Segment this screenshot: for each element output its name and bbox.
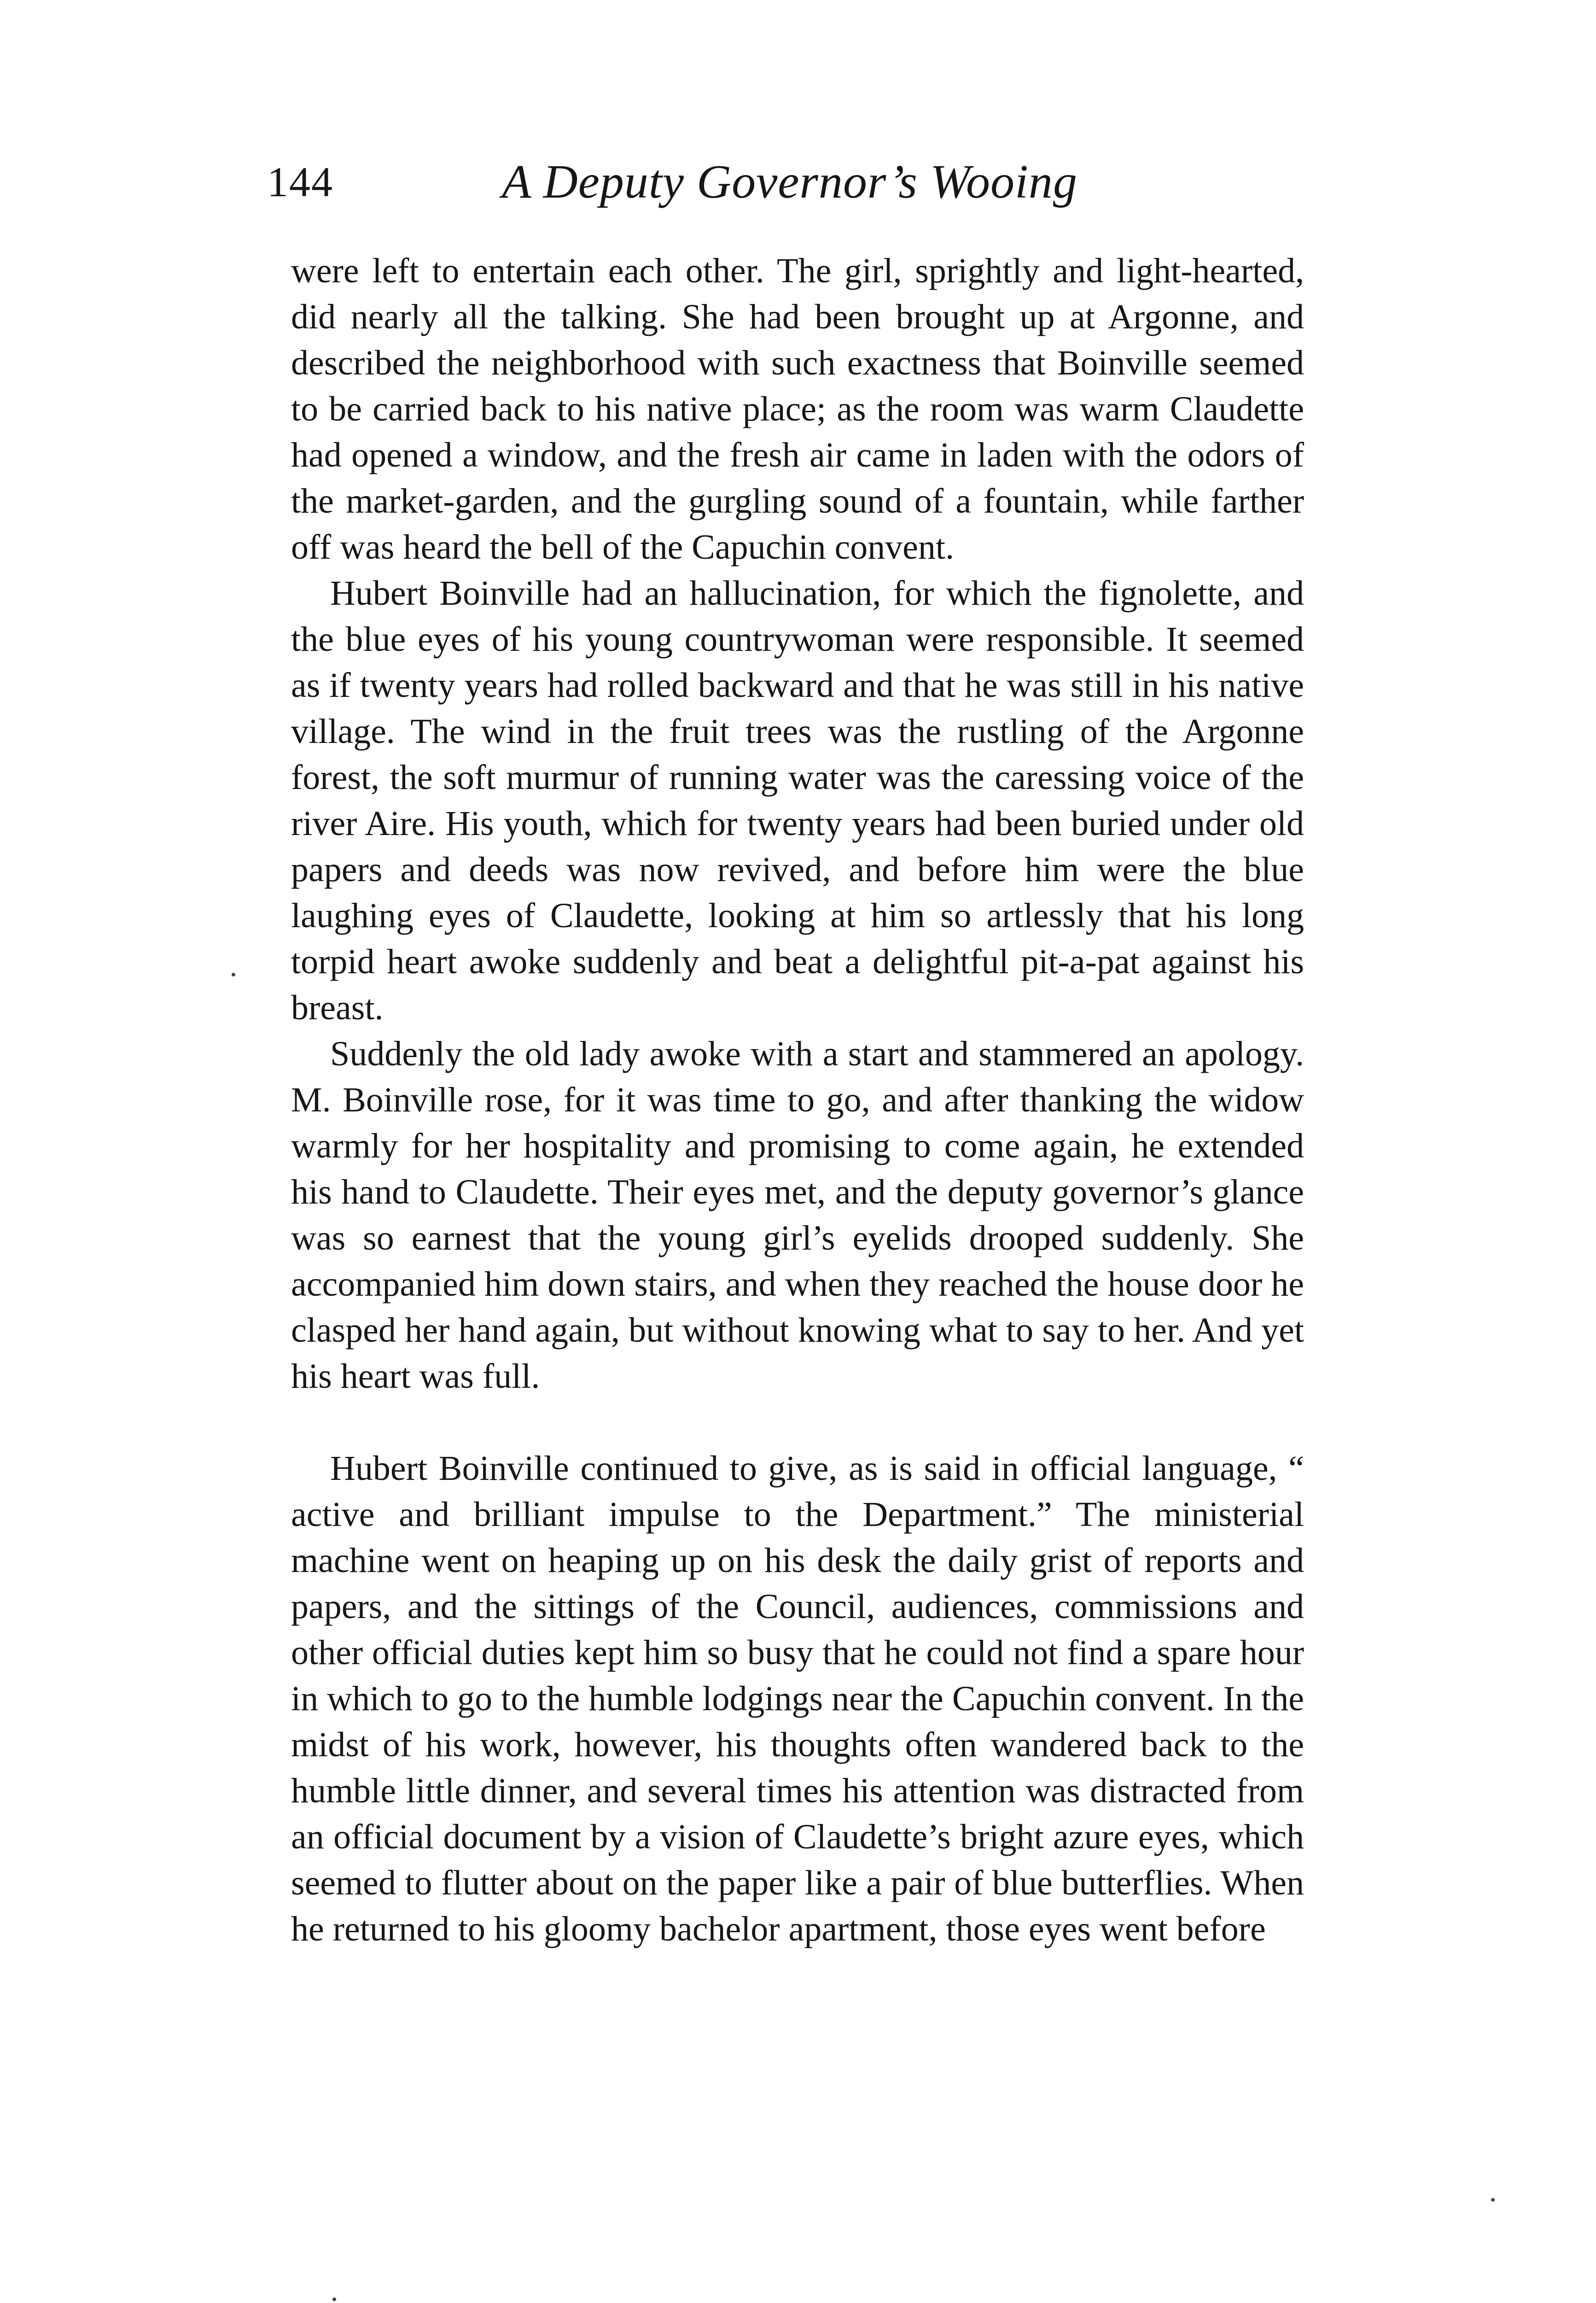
paragraph-4: Hubert Boinville continued to give, as is said in official language, “ active and brilliant impulse to the Department.” The ministerial machine went on heaping up on his desk the daily grist of reports and papers, and the sittings of the Council, audiences, commissions and other official duties kept him so busy that he could not find a spare hour in which to go to the humble lodgings near the Capuchin convent. In the midst of his work, however, his thoughts often wandered back to the humble little dinner, and several times his attention was distracted from an official document by a vision of Claudette’s bright azure eyes, which seemed to flutter about on the paper like a pair of blue butterflies. When he returned to his gloomy bachelor apartment, those eyes went before (291, 1449, 1304, 1948)
section-break (291, 1399, 1304, 1445)
running-head (0, 152, 1596, 212)
paragraph-3: Suddenly the old lady awoke with a start and stammered an apology. M. Boinville rose, for it was time to go, and after thanking the widow warmly for her hospitality and promising to come again, he extended his hand to Claudette. Their eyes met, and the deputy governor’s glance was so earnest that the young girl’s eyelids drooped suddenly. She accompanied him down stairs, and when they reached the house door he clasped her hand again, but without knowing what to say to her. And yet his heart was full. (291, 1035, 1304, 1396)
book-title: A Deputy Governor’s Wooing (502, 155, 1078, 208)
paragraph-2: Hubert Boinville had an hallucination, for which the fignolette, and the blue eyes of his young countrywoman were responsible. It seemed as if twenty years had rolled backward and that he was still in his native village. The wind in the fruit trees was the rustling of the Argonne forest, the soft murmur of running water was the caressing voice of the river Aire. His youth, which for twenty years had been buried under old papers and deeds was now revived, and before him were the blue laughing eyes of Claudette, looking at him so artlessly that his long torpid heart awoke suddenly and beat a delightful pit-a-pat against his breast. (291, 574, 1304, 1027)
body-text (291, 248, 1304, 1952)
stray-mark (232, 973, 235, 976)
paragraph-1: were left to entertain each other. The girl, sprightly and light-hearted, did nearly all the talking. She had been brought up at Argonne, and described the neighborhood with such exactness that Boinville seemed to be carried back to his native place; as the room was warm Claudette had opened a window, and the fresh air came in laden with the odors of the market-garden, and the gurgling sound of a fountain, while farther off was heard the bell of the Capuchin convent. (291, 251, 1304, 567)
stray-mark (332, 2297, 336, 2301)
stray-mark (1491, 2198, 1495, 2202)
page-number: 144 (267, 158, 333, 205)
